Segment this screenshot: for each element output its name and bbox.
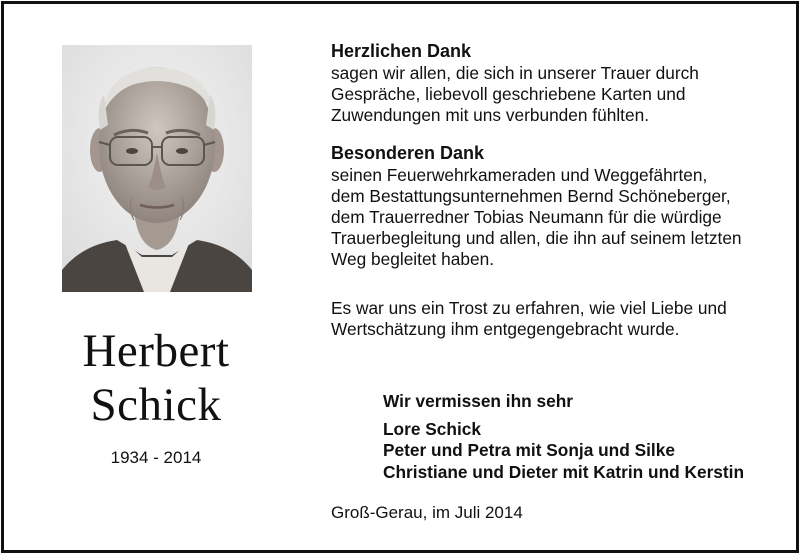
comfort-block [331, 298, 781, 340]
message-column [331, 40, 781, 340]
special-thanks-line: dem Bestattungsunternehmen Bernd Schöneberger, [331, 186, 731, 206]
deceased-last-name: Schick [90, 379, 222, 431]
signature-block [383, 391, 793, 483]
special-thanks-line: Trauerbegleitung und allen, die ihn auf seinem letzten [331, 228, 742, 248]
special-thanks-heading: Besonderen Dank [331, 143, 485, 163]
signature-name: Lore Schick [383, 418, 481, 439]
life-dates: 1934 - 2014 [110, 448, 202, 467]
special-thanks-block [331, 142, 781, 270]
special-thanks-text [331, 165, 781, 270]
special-thanks-line: dem Trauerredner Tobias Neumann für die würdige [331, 207, 722, 227]
comfort-line: Es war uns ein Trost zu erfahren, wie viel Liebe und [331, 298, 727, 318]
signature-intro: Wir vermissen ihn sehr [383, 391, 574, 411]
place-date: Groß-Gerau, im Juli 2014 [331, 503, 523, 522]
comfort-text [331, 298, 781, 340]
thanks-text [331, 63, 781, 126]
thanks-line: Gespräche, liebevoll geschriebene Karten und [331, 84, 686, 104]
signature-name: Christiane und Dieter mit Katrin und Kerstin [383, 461, 745, 482]
obituary-card [1, 1, 799, 553]
thanks-heading: Herzlichen Dank [331, 41, 472, 61]
portrait-photo [62, 45, 252, 292]
signature-name: Peter und Petra mit Sonja und Silke [383, 440, 675, 460]
thanks-block [331, 40, 781, 126]
special-thanks-line: seinen Feuerwehrkameraden und Weggefährten, [331, 165, 708, 185]
thanks-line: Zuwendungen mit uns verbunden fühlten. [331, 105, 649, 125]
deceased-first-name: Herbert [82, 325, 230, 377]
thanks-line: sagen wir allen, die sich in unserer Trauer durch [331, 63, 699, 83]
special-thanks-line: Weg begleitet haben. [331, 249, 495, 269]
comfort-line: Wertschätzung ihm entgegengebracht wurde. [331, 319, 680, 339]
